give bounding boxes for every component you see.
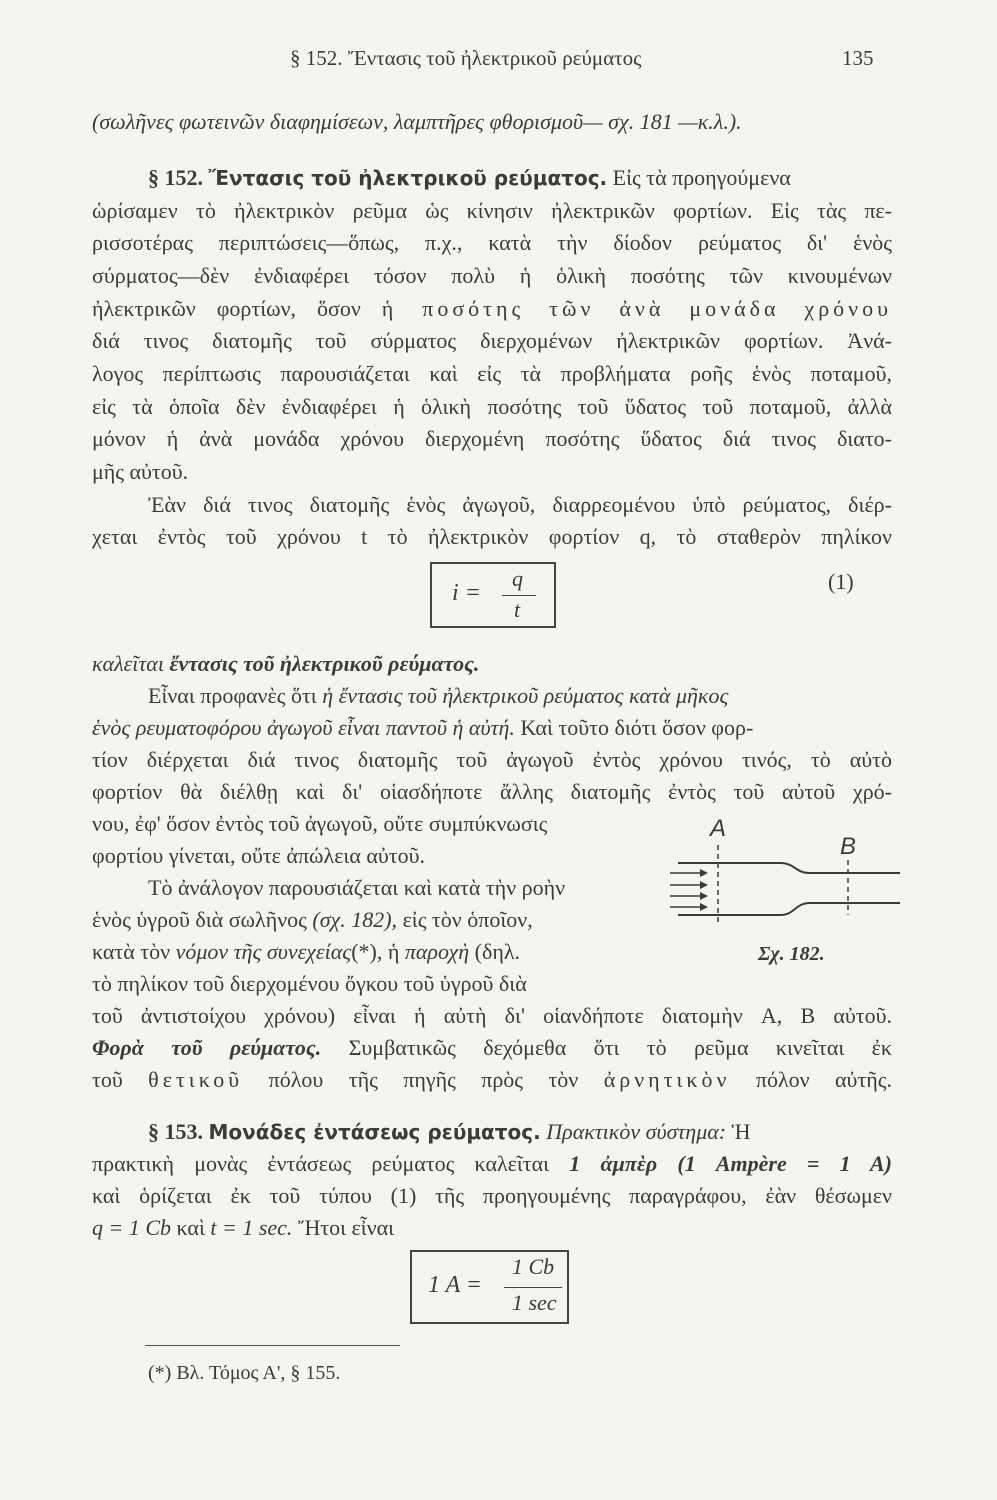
formula-lhs: i = <box>452 580 481 606</box>
text-span: κατὰ τὸν <box>92 939 171 964</box>
text-line: (σωλῆνες φωτεινῶν διαφημίσεων, λαμπτῆρες φθορισμοῦ— σχ. 181 —κ.λ.). <box>92 109 742 134</box>
text-line: καὶ ὁρίζεται ἐκ τοῦ τύπου (1) τῆς προηγουμένης παραγράφου, ἐὰν θέσωμεν <box>92 1183 892 1208</box>
text-line: Τὸ ἀνάλογον παρουσιάζεται καὶ κατὰ τὴν ροὴν <box>148 875 566 900</box>
spaced-emphasis: θετικοῦ <box>148 1067 244 1092</box>
section-number: § 153. <box>148 1119 203 1144</box>
text-span: καλεῖται <box>92 651 164 676</box>
section-153-line <box>148 1118 892 1146</box>
section-title: Ἔντασις τοῦ ἠλεκτρικοῦ ρεύματος. <box>208 166 608 190</box>
text-line: χεται ἐντὸς τοῦ χρόνου t τὸ ἠλεκτρικὸν φορτίον q, τὸ σταθερὸν πηλίκον <box>92 524 892 549</box>
pipe-lower-wall <box>678 903 900 915</box>
spaced-emphasis: ἡ ποσότης τῶν ἀνὰ μονάδα χρόνου <box>381 296 893 321</box>
math-span: t = 1 sec. <box>210 1215 293 1240</box>
section-title: Μονάδες ἐντάσεως ρεύματος. <box>208 1120 541 1144</box>
text-line: σύρματος—δὲν ἐνδιαφέρει τόσον πολὺ ἡ ὁλικὴ ποσότης τῶν κινουμένων <box>92 263 892 288</box>
text-line: μόνον ἡ ἀνὰ μονάδα χρόνου διερχομένη ποσότης ὕδατος διά τινος διατο- <box>92 426 892 451</box>
text-line: εἰς τὰ ὁποῖα δὲν ἐνδιαφέρει ἡ ὁλικὴ ποσότης τοῦ ὕδατος τοῦ ποταμοῦ, ἀλλὰ <box>92 394 892 419</box>
subheading: Πρακτικὸν σύστημα: <box>546 1119 727 1144</box>
formula-1-box <box>430 562 556 628</box>
text-span: πρακτικὴ μονὰς ἐντάσεως ρεύματος καλεῖται <box>92 1151 550 1176</box>
text-line: ὡρίσαμεν τὸ ἠλεκτρικὸν ρεῦμα ὡς κίνησιν ἠλεκτρικῶν φορτίων. Εἰς τὰς πε- <box>92 198 892 223</box>
text-span: Ἡ <box>731 1119 751 1144</box>
text-span: Εἰς τὰ προηγούμενα <box>612 165 791 190</box>
text-line: μῆς αὐτοῦ. <box>92 459 189 484</box>
page-number: 135 <box>842 46 874 70</box>
text-line: φορτίον θὰ διέλθῃ καὶ δι' οἱασδήποτε ἄλλης διατομῆς ἐντὸς τοῦ αὐτοῦ χρό- <box>92 779 892 804</box>
text-line: διά τινος διατομῆς τοῦ σύρματος διερχομένων ἠλεκτρικῶν φορτίων. Ἀνά- <box>92 328 892 353</box>
text-span: καὶ <box>176 1215 205 1240</box>
pipe-upper-wall <box>678 863 900 873</box>
emphasis: ἡ ἔντασις τοῦ ἠλεκτρικοῦ ρεύματος κατὰ μῆκος <box>322 683 729 708</box>
text-line <box>92 906 652 934</box>
text-line: τίον διέρχεται διά τινος διατομῆς τοῦ ἀγωγοῦ ἐντὸς χρόνου τινός, τὸ αὐτὸ <box>92 747 892 772</box>
spaced-emphasis: ἀρνητικὸν <box>603 1067 731 1092</box>
text-line: τοῦ ἀντιστοίχου χρόνου) εἶναι ἡ αὐτὴ δι' οἱανδήποτε διατομὴν A, B αὐτοῦ. <box>92 1003 892 1028</box>
fraction-bar <box>504 1287 562 1288</box>
formula-ampere-box <box>410 1250 569 1324</box>
text-line <box>92 1066 892 1094</box>
text-line <box>92 1034 892 1062</box>
text-span: πόλου τῆς πηγῆς πρὸς τὸν <box>268 1067 579 1092</box>
label-b: B <box>840 833 857 860</box>
subheading: Φορὰ τοῦ ρεύματος. <box>92 1035 322 1060</box>
text-line <box>92 938 652 966</box>
text-line <box>92 1214 892 1242</box>
text-line: τὸ πηλίκον τοῦ διερχομένου ὄγκου τοῦ ὑγροῦ διὰ <box>92 971 527 996</box>
text-span: εἰς τὸν ὁποῖον, <box>402 907 533 932</box>
text-line: νου, ἐφ' ὅσον ἐντὸς τοῦ ἀγωγοῦ, οὔτε συμπύκνωσις <box>92 811 548 836</box>
text-span: Ἤτοι εἶναι <box>297 1215 395 1240</box>
text-span: (*), ἡ <box>351 939 400 964</box>
formula-lhs: 1 A = <box>428 1272 482 1298</box>
footnote: (*) Βλ. Τόμος Α', § 155. <box>148 1362 341 1384</box>
math-span: q = 1 Cb <box>92 1215 172 1240</box>
text-span: Εἶναι προφανὲς ὅτι <box>148 683 317 708</box>
text-line <box>92 650 892 678</box>
formula-numerator: 1 Cb <box>512 1254 555 1279</box>
text-line <box>148 682 892 710</box>
text-span: ἑνὸς ὑγροῦ διὰ σωλῆνος <box>92 907 307 932</box>
text-span: ἠλεκτρικῶν φορτίων, ὅσον <box>92 296 361 321</box>
text-span: τοῦ <box>92 1067 123 1092</box>
flow-arrows <box>670 873 700 907</box>
formula-denominator: 1 sec <box>512 1290 557 1315</box>
text-line <box>92 1150 892 1178</box>
emphasis: ἔντασις τοῦ ἠλεκτρικοῦ ρεύματος. <box>169 651 480 676</box>
text-line: λογος περίπτωσις παρουσιάζεται καὶ εἰς τὰ προβλήματα ροῆς ἑνὸς ποταμοῦ, <box>92 361 892 386</box>
text-span: Συμβατικῶς δεχόμεθα ὅτι τὸ ρεῦμα κινεῖται ἐκ <box>348 1035 893 1060</box>
text-line <box>92 714 892 742</box>
text-span: πόλον αὐτῆς. <box>755 1067 893 1092</box>
text-line: ρισσοτέρας περιπτώσεις—ὅπως, π.χ., κατὰ τὴν δίοδον ρεύματος δι' ἑνὸς <box>92 230 892 255</box>
text-span: (δηλ. <box>474 939 521 964</box>
text-span: Καὶ τοῦτο διότι ὅσον φορ- <box>520 715 754 740</box>
fraction-bar <box>502 595 536 596</box>
formula-numerator: q <box>512 566 523 591</box>
text-line: φορτίου γίνεται, οὔτε ἀπώλεια αὐτοῦ. <box>92 843 426 868</box>
figure-182 <box>660 815 900 965</box>
emphasis: νόμον τῆς συνεχείας <box>175 939 352 964</box>
label-a: A <box>710 815 727 842</box>
section-number: § 152. <box>148 165 203 190</box>
text-line <box>92 295 892 323</box>
text-line: Ἐὰν διά τινος διατομῆς ἑνὸς ἀγωγοῦ, διαρρεομένου ὑπὸ ρεύματος, διέρ- <box>148 492 892 517</box>
figure-reference: (σχ. 182), <box>312 907 398 932</box>
running-header: § 152. Ἔντασις τοῦ ἠλεκτρικοῦ ρεύματος <box>290 46 642 70</box>
emphasis: ἑνὸς ρευματοφόρου ἀγωγοῦ εἶναι παντοῦ ἡ αὐτή. <box>92 715 515 740</box>
formula-label: (1) <box>828 569 854 594</box>
footnote-rule <box>145 1345 400 1346</box>
section-152-line <box>148 164 892 192</box>
emphasis: παροχὴ <box>404 939 470 964</box>
emphasis: 1 ἀμπὲρ (1 Ampère = 1 A) <box>569 1151 893 1176</box>
formula-denominator: t <box>514 597 521 622</box>
figure-caption: Σχ. 182. <box>758 943 825 965</box>
